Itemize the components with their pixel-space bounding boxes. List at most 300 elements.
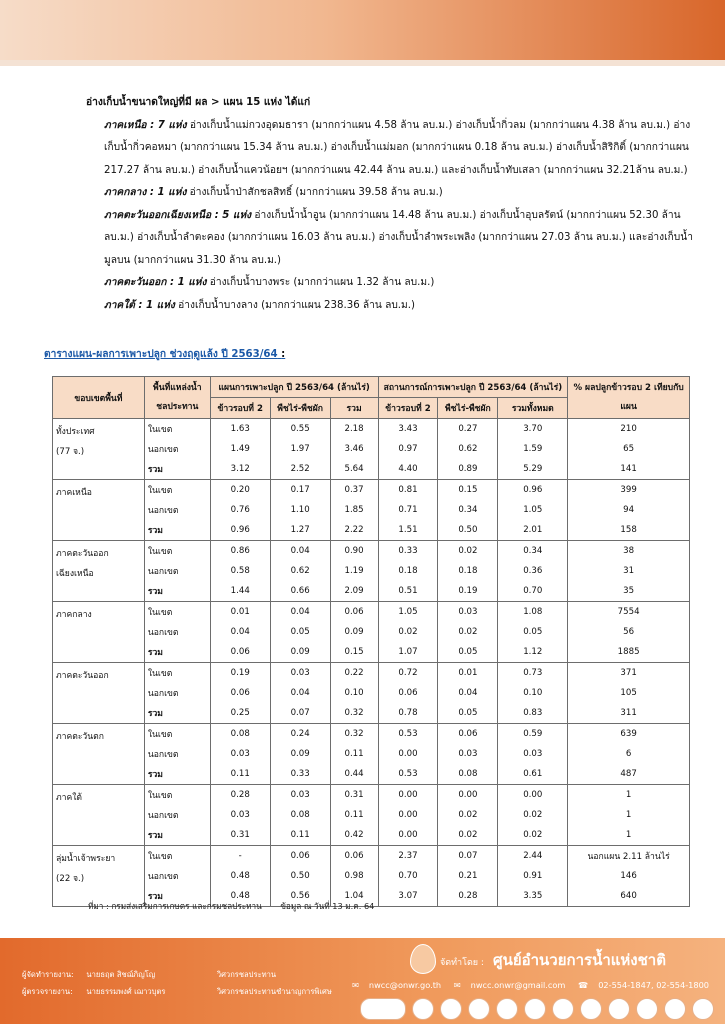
value-cell: 3.07 [378,886,438,907]
header-plan: แผนการเพาะปลูก ปี 2563/64 (ล้านไร่) [210,377,378,398]
value-cell: 0.53 [378,724,438,745]
value-cell: 0.00 [378,785,438,806]
value-cell: 487 [568,764,690,785]
value-cell: 94 [568,500,690,520]
value-cell: 0.15 [330,642,378,663]
region-text: อ่างเก็บน้ำบางพระ (มากกว่าแผน 1.32 ล้าน ลบ.ม.) [209,277,435,288]
value-cell: 2.01 [498,520,568,541]
value-cell: 0.09 [330,622,378,642]
value-cell: 5.29 [498,459,568,480]
value-cell: 2.44 [498,846,568,867]
value-cell: 0.01 [438,663,498,684]
region-text: อ่างเก็บน้ำป่าสักชลสิทธิ์ (มากกว่าแผน 39.58 ล้าน ลบ.ม.) [189,187,443,198]
value-cell: 0.02 [498,805,568,825]
value-cell: 0.06 [210,683,270,703]
value-cell: 31 [568,561,690,581]
table-row [53,520,690,541]
value-cell: 1.05 [378,602,438,623]
zone-cell: รวม [144,764,210,785]
source-note [88,900,390,913]
value-cell: 1.63 [210,419,270,440]
partner-logo-icon [552,998,574,1020]
value-cell: 0.11 [330,744,378,764]
value-cell: 0.03 [438,744,498,764]
value-cell: 1.08 [498,602,568,623]
value-cell: 0.02 [438,622,498,642]
region-label: ภาคกลาง [56,610,92,620]
value-cell: 0.96 [498,480,568,501]
region-label: (77 จ.) [56,447,85,457]
partner-logo-icon [580,998,602,1020]
value-cell: 0.70 [498,581,568,602]
subheader-status-total: รวมทั้งหมด [498,398,568,419]
value-cell: 0.15 [438,480,498,501]
value-cell: 0.05 [438,642,498,663]
value-cell: - [210,846,270,867]
reporter-name: นายธฤต สิชฌ์ภิญโญ [86,970,156,979]
value-cell: 0.18 [438,561,498,581]
value-cell: 0.00 [378,805,438,825]
value-cell: 0.91 [498,866,568,886]
region-cell [53,419,145,480]
value-cell: 1.51 [378,520,438,541]
mail-icon: ✉ [453,980,461,990]
value-cell: 0.09 [270,744,330,764]
table-title-colon: : [281,349,286,360]
region-paragraph [86,272,696,295]
region-paragraph [86,205,696,273]
value-cell: 5.64 [330,459,378,480]
value-cell: 1.27 [270,520,330,541]
table-row [53,642,690,663]
value-cell: 0.17 [270,480,330,501]
region-label: ภาคตะวันออก [56,549,109,559]
reviewer-row [22,983,332,1000]
phone-icon: ☎ [578,980,589,990]
value-cell: 0.11 [270,825,330,846]
value-cell: 0.50 [270,866,330,886]
value-cell: 0.66 [270,581,330,602]
zone-cell: นอกเขต [144,744,210,764]
value-cell: 0.90 [330,541,378,562]
value-cell: 0.62 [270,561,330,581]
region-cell [53,663,145,724]
value-cell: 0.59 [498,724,568,745]
org-prefix: จัดทำโดย : [440,958,484,968]
partner-logo-icon [636,998,658,1020]
value-cell: 0.04 [270,683,330,703]
value-cell: 56 [568,622,690,642]
zone-cell: ในเขต [144,541,210,562]
reporter-label: ผู้จัดทำรายงาน: [22,970,74,979]
table-row [53,764,690,785]
email-icon: ✉ [352,980,359,990]
region-cell [53,724,145,785]
value-cell: 0.02 [438,805,498,825]
table-row [53,561,690,581]
value-cell: 0.18 [378,561,438,581]
zone-cell: ในเขต [144,602,210,623]
subheader-plan-rice: ข้าวรอบที่ 2 [210,398,270,419]
region-cell [53,785,145,846]
value-cell: 146 [568,866,690,886]
table-row [53,541,690,562]
table-row [53,419,690,440]
value-cell: 0.33 [378,541,438,562]
value-cell: 1.07 [378,642,438,663]
value-cell: 0.20 [210,480,270,501]
value-cell: 0.28 [210,785,270,806]
reporter-role: วิศวกรชลประทาน [216,970,277,979]
value-cell: 105 [568,683,690,703]
partner-logo-icon [496,998,518,1020]
value-cell: 0.55 [270,419,330,440]
value-cell: 0.34 [498,541,568,562]
value-cell: 1.19 [330,561,378,581]
header-percent: % ผลปลูกข้าวรอบ 2 เทียบกับแผน [568,377,690,419]
value-cell: 0.31 [210,825,270,846]
table-header-row [53,377,690,398]
value-cell: 1885 [568,642,690,663]
table-row [53,581,690,602]
zone-cell: นอกเขต [144,866,210,886]
partner-logo-icon [692,998,714,1020]
table-row [53,866,690,886]
zone-cell: นอกเขต [144,500,210,520]
value-cell: 0.36 [498,561,568,581]
zone-cell: รวม [144,703,210,724]
table-body [53,419,690,907]
value-cell: 0.28 [438,886,498,907]
org-block [440,948,666,972]
value-cell: 0.96 [210,520,270,541]
value-cell: 0.03 [210,744,270,764]
header-status: สถานการณ์การเพาะปลูก ปี 2563/64 (ล้านไร่) [378,377,568,398]
region-name: ภาคตะวันออก : 1 แห่ง [104,277,207,288]
table-title-link[interactable]: ตารางแผน-ผลการเพาะปลูก ช่วงฤดูแล้ง ปี 2563/64 [44,349,278,360]
zone-cell: นอกเขต [144,561,210,581]
table-row [53,439,690,459]
value-cell: 1.12 [498,642,568,663]
table-row [53,683,690,703]
value-cell: 158 [568,520,690,541]
value-cell: 141 [568,459,690,480]
partner-logo-icon [468,998,490,1020]
value-cell: 0.03 [210,805,270,825]
value-cell: 0.70 [378,866,438,886]
value-cell: 0.27 [438,419,498,440]
value-cell: 1.05 [498,500,568,520]
value-cell: 0.10 [498,683,568,703]
value-cell: 0.22 [330,663,378,684]
value-cell: 0.56 [270,886,330,907]
value-cell: 0.04 [270,541,330,562]
value-cell: 2.22 [330,520,378,541]
zone-cell: รวม [144,642,210,663]
table-row [53,744,690,764]
value-cell: 1.85 [330,500,378,520]
value-cell: 6 [568,744,690,764]
value-cell: 0.06 [378,683,438,703]
value-cell: 7554 [568,602,690,623]
value-cell: 35 [568,581,690,602]
value-cell: 1.10 [270,500,330,520]
region-list [86,115,696,318]
region-label: ลุ่มน้ำเจ้าพระยา [56,854,116,864]
value-cell: 0.62 [438,439,498,459]
reviewer-name: นายธรรมพงศ์ เฌาวบุตร [86,987,166,996]
value-cell: 371 [568,663,690,684]
table-row [53,622,690,642]
value-cell: 0.48 [210,886,270,907]
value-cell: 65 [568,439,690,459]
table-row [53,805,690,825]
value-cell: 0.76 [210,500,270,520]
value-cell: 0.86 [210,541,270,562]
email-2[interactable]: nwcc.onwr@gmail.com [470,980,566,990]
table-row [53,480,690,501]
table-row [53,663,690,684]
value-cell: 640 [568,886,690,907]
region-text: อ่างเก็บน้ำน้ำอูน (มากกว่าแผน 14.48 ล้าน ลบ.ม.) อ่างเก็บน้ำอุบลรัตน์ (มากกว่าแผน 52.30 ล้าน ลบ.ม.) อ่างเก็บน้ำลำตะคอง (มากกว่าแผน 16.03 ล้าน ลบ.ม.) อ่างเก็บน้ำลำพระเพลิง (มากกว่าแผน 27.03 ล้าน ลบ.ม.) และอ่างเก็บน้ำมูลบน (มากกว่าแผน 31.30 ล้าน ลบ.ม.) [104,209,693,266]
value-cell: 3.12 [210,459,270,480]
value-cell: 0.81 [378,480,438,501]
table-title[interactable] [44,346,285,362]
value-cell: 0.11 [330,805,378,825]
summary-heading: อ่างเก็บน้ำขนาดใหญ่ที่มี ผล > แผน 15 แห่ง ได้แก่ [86,97,311,108]
value-cell: 0.09 [270,642,330,663]
value-cell: 1.97 [270,439,330,459]
planting-table [52,376,690,907]
partner-logo-icon [608,998,630,1020]
value-cell: 3.43 [378,419,438,440]
value-cell: 0.50 [438,520,498,541]
value-cell: 1 [568,825,690,846]
value-cell: 0.02 [438,825,498,846]
zone-cell: ในเขต [144,846,210,867]
table-row [53,724,690,745]
value-cell: 2.09 [330,581,378,602]
table-row [53,602,690,623]
zone-cell: รวม [144,581,210,602]
zone-cell: ในเขต [144,419,210,440]
value-cell: 0.97 [378,439,438,459]
partner-logo-icon [664,998,686,1020]
value-cell: 0.37 [330,480,378,501]
value-cell: 0.19 [438,581,498,602]
email-1[interactable]: nwcc@onwr.go.th [368,980,442,990]
value-cell: นอกแผน 2.11 ล้านไร่ [568,846,690,867]
region-label: ภาคตะวันตก [56,732,104,742]
table-row [53,703,690,724]
subheader-plan-total: รวม [330,398,378,419]
value-cell: 0.00 [378,825,438,846]
header-strip [0,60,725,66]
region-cell [53,602,145,663]
gistda-logo-icon [360,998,406,1020]
table-row [53,825,690,846]
table-row [53,846,690,867]
value-cell: 0.51 [378,581,438,602]
value-cell: 0.78 [378,703,438,724]
region-paragraph [86,182,696,205]
value-cell: 0.06 [330,846,378,867]
partner-logo-icon [412,998,434,1020]
value-cell: 0.05 [498,622,568,642]
header-region: ขอบเขตพื้นที่ [53,377,145,419]
value-cell: 0.06 [438,724,498,745]
value-cell: 3.35 [498,886,568,907]
zone-cell: นอกเขต [144,805,210,825]
value-cell: 0.34 [438,500,498,520]
footer-credits [22,966,332,1000]
value-cell: 0.06 [270,846,330,867]
value-cell: 0.04 [270,602,330,623]
subheader-status-rice: ข้าวรอบที่ 2 [378,398,438,419]
header-area: พื้นที่แหล่งน้ำชลประทาน [144,377,210,419]
region-paragraph [86,115,696,183]
value-cell: 0.03 [498,744,568,764]
partner-logo-icon [524,998,546,1020]
value-cell: 0.89 [438,459,498,480]
partner-logos [360,998,714,1020]
subheader-status-crops: พืชไร่-พืชผัก [438,398,498,419]
value-cell: 0.08 [438,764,498,785]
region-label: ภาคตะวันออก [56,671,109,681]
value-cell: 0.31 [330,785,378,806]
value-cell: 0.58 [210,561,270,581]
table-row [53,459,690,480]
value-cell: 0.32 [330,703,378,724]
value-cell: 1.49 [210,439,270,459]
region-label: ภาคใต้ [56,793,83,803]
zone-cell: นอกเขต [144,439,210,459]
value-cell: 0.02 [498,825,568,846]
value-cell: 0.72 [378,663,438,684]
org-name: ศูนย์อำนวยการน้ำแห่งชาติ [493,951,666,969]
value-cell: 3.70 [498,419,568,440]
value-cell: 0.06 [330,602,378,623]
zone-cell: นอกเขต [144,622,210,642]
zone-cell: รวม [144,825,210,846]
zone-cell: ในเขต [144,480,210,501]
region-name: ภาคตะวันออกเฉียงเหนือ : 5 แห่ง [104,209,252,221]
reporter-row [22,966,332,983]
value-cell: 0.25 [210,703,270,724]
region-cell [53,480,145,541]
region-label: เฉียงเหนือ [56,569,94,579]
value-cell: 0.44 [330,764,378,785]
region-label: (22 จ.) [56,874,85,884]
value-cell: 0.00 [438,785,498,806]
value-cell: 0.05 [270,622,330,642]
value-cell: 0.07 [438,846,498,867]
value-cell: 1.44 [210,581,270,602]
region-cell [53,541,145,602]
value-cell: 0.21 [438,866,498,886]
value-cell: 0.04 [210,622,270,642]
value-cell: 0.53 [378,764,438,785]
value-cell: 0.03 [270,663,330,684]
value-cell: 0.04 [438,683,498,703]
value-cell: 311 [568,703,690,724]
value-cell: 1 [568,785,690,806]
region-paragraph [86,295,696,318]
source-text: ที่มา : กรมส่งเสริมการเกษตร และกรมชลประทาน [88,901,262,911]
table-row [53,500,690,520]
value-cell: 0.24 [270,724,330,745]
region-text: อ่างเก็บน้ำบางลาง (มากกว่าแผน 238.36 ล้าน ลบ.ม.) [178,299,415,311]
value-cell: 0.08 [270,805,330,825]
reservoir-summary [86,92,696,317]
contact-line [352,980,719,990]
reviewer-role: วิศวกรชลประทานชำนาญการพิเศษ [216,987,332,996]
value-cell: 0.06 [210,642,270,663]
value-cell: 1.59 [498,439,568,459]
value-cell: 0.32 [330,724,378,745]
value-cell: 0.73 [498,663,568,684]
value-cell: 0.03 [438,602,498,623]
value-cell: 0.98 [330,866,378,886]
value-cell: 0.05 [438,703,498,724]
value-cell: 0.00 [498,785,568,806]
partner-logo-icon [440,998,462,1020]
phone: 02-554-1847, 02-554-1800 [598,980,710,990]
value-cell: 0.10 [330,683,378,703]
value-cell: 38 [568,541,690,562]
zone-cell: รวม [144,886,210,907]
value-cell: 0.11 [210,764,270,785]
zone-cell: รวม [144,459,210,480]
value-cell: 1.04 [330,886,378,907]
value-cell: 0.61 [498,764,568,785]
table-row [53,785,690,806]
region-label: ทั้งประเทศ [56,427,95,437]
value-cell: 0.02 [438,541,498,562]
value-cell: 4.40 [378,459,438,480]
value-cell: 0.71 [378,500,438,520]
value-cell: 2.52 [270,459,330,480]
zone-cell: ในเขต [144,785,210,806]
zone-cell: ในเขต [144,663,210,684]
value-cell: 639 [568,724,690,745]
value-cell: 0.08 [210,724,270,745]
region-name: ภาคใต้ : 1 แห่ง [104,299,175,311]
value-cell: 0.42 [330,825,378,846]
footer [0,938,725,1024]
subheader-plan-crops: พืชไร่-พืชผัก [270,398,330,419]
value-cell: 1 [568,805,690,825]
region-cell [53,846,145,907]
value-cell: 0.33 [270,764,330,785]
value-cell: 0.00 [378,744,438,764]
mascot-logo-icon [410,944,436,974]
value-cell: 0.83 [498,703,568,724]
value-cell: 0.02 [378,622,438,642]
value-cell: 0.19 [210,663,270,684]
region-name: ภาคเหนือ : 7 แห่ง [104,119,187,131]
header-band [0,0,725,60]
region-text: อ่างเก็บน้ำแม่กวงอุดมธารา (มากกว่าแผน 4.58 ล้าน ลบ.ม.) อ่างเก็บน้ำกิ่วลม (มากกว่าแผน 4.38 ล้าน ลบ.ม.) อ่างเก็บน้ำกิ่วคอหมา (มากกว่าแผน 15.34 ล้าน ลบ.ม.) อ่างเก็บน้ำแม่มอก (มากกว่าแผน 0.18 ล้าน ลบ.ม.) อ่างเก็บน้ำสิริกิติ์ (มากกว่าแผน 217.27 ล้าน ลบ.ม.) อ่างเก็บน้ำแควน้อยฯ (มากกว่าแผน 42.44 ล้าน ลบ.ม.) และอ่างเก็บน้ำทับเสลา (มากกว่าแผน 32.21ล้าน ลบ.ม.) [104,119,691,176]
value-cell: 399 [568,480,690,501]
value-cell: 0.07 [270,703,330,724]
zone-cell: นอกเขต [144,683,210,703]
reviewer-label: ผู้ตรวจรายงาน: [22,987,73,996]
region-name: ภาคกลาง : 1 แห่ง [104,187,187,198]
zone-cell: ในเขต [144,724,210,745]
region-label: ภาคเหนือ [56,488,92,498]
value-cell: 0.01 [210,602,270,623]
